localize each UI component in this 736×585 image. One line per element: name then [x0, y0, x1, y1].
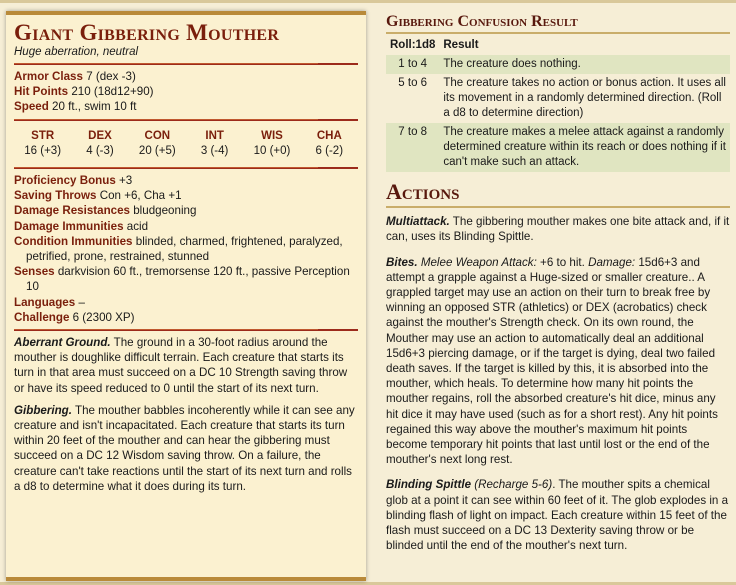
- actions-heading: Actions: [386, 180, 730, 208]
- divider: [14, 63, 358, 65]
- table-header: [386, 38, 730, 55]
- ability-cha: CHA 6 (-2): [315, 129, 344, 157]
- ability-int: INT 3 (-4): [200, 129, 229, 157]
- table-row: 5 to 6 The creature takes no action or bonus action. It uses all its movement in a randomly determined direction. (Roll a d8 to determine direction): [398, 77, 726, 120]
- action-bites: Bites. Melee Weapon Attack: +6 to hit. Damage: 15d6+3 and attempt a grapple against a Huge-sized or smaller creature.. A grappled target may use an action on their turn to break free by winning an opposed STR (athletics) or DEX (acrobatics) check against the mouther's Strength check. On its own round, the Mouther may use an action to automatically deal an additional 15d6+3 piercing damage, or if the target is dying, deal two failed death saves. If the target is killed by this, it is absorbed into the mouther, which heals. To determine how many hit points the mouther regains, roll the absorbed creature's hit dice, minus any hit dice it may have used (such as for a short rest). Any hit points regained this way above the mouther's maximum hit points become temporary hit points that last until lost or the end of the mouther's next long rest.: [386, 255, 718, 467]
- action-multiattack: Multiattack. The gibbering mouther makes one bite attack and, if it can, uses its Blinding Spittle.: [386, 215, 730, 244]
- ability-scores: [14, 125, 358, 163]
- divider: [14, 329, 358, 331]
- saving-throws: Saving Throws Con +6, Cha +1: [14, 189, 182, 203]
- divider: [14, 167, 358, 169]
- monster-type: Huge aberration, neutral: [14, 46, 139, 58]
- senses: Senses darkvision 60 ft., tremorsense 120 ft., passive Perception 10: [14, 265, 350, 294]
- confusion-table: [386, 38, 730, 172]
- trait-gibbering: Gibbering. The mouther babbles incoherently while it can see any creature and isn't incapacitated. Each creature that starts its turn within 20 feet of the mouther and can hear the gibbering must succeed on a DC 12 Wisdom saving throw. On a failure, the creature can't take reactions until the start of its next turn and rolls a d8 to determine what it does during its turn.: [14, 403, 355, 493]
- action-blinding-spittle: Blinding Spittle (Recharge 5-6). The mouther spits a chemical glob at a point it can see within 60 feet of it. The glob explodes in a blinding flash of light on impact. Each creature within 15 feet of the flash must succeed on a DC 13 Dexterity saving throw or be blinded until the end of the mouther's next turn.: [386, 478, 729, 553]
- damage-resistances: Damage Resistances bludgeoning: [14, 204, 197, 218]
- languages: Languages –: [14, 295, 85, 309]
- proficiency-bonus: Proficiency Bonus +3: [14, 174, 133, 188]
- right-column: [386, 13, 730, 563]
- condition-immunities: Condition Immunities blinded, charmed, frightened, paralyzed, petrified, prone, restrained, stunned: [14, 234, 343, 264]
- col-result: Result: [443, 39, 479, 51]
- trait-aberrant-ground: Aberrant Ground. The ground in a 30-foot radius around the mouther is doughlike difficult terrain. Each creature that starts its turn in that area must succeed on a DC 10 Strength saving throw or have its speed reduced to 0 until the start of its next turn.: [14, 336, 348, 395]
- ability-dex: DEX 4 (-3): [86, 129, 114, 157]
- confusion-table-title: Gibbering Confusion Result: [386, 13, 730, 34]
- hit-points: Hit Points 210 (18d12+90): [14, 85, 154, 99]
- armor-class: Armor Class 7 (dex -3): [14, 70, 136, 83]
- stat-block: [6, 11, 366, 581]
- table-row: 7 to 8 The creature makes a melee attack against a randomly determined creature within its reach or does nothing if it can't make such an attack.: [386, 123, 730, 172]
- divider: [14, 119, 358, 121]
- ability-wis: WIS 10 (+0): [253, 129, 291, 157]
- speed: Speed 20 ft., swim 10 ft: [14, 100, 137, 114]
- ability-str: STR 16 (+3): [24, 129, 62, 157]
- col-roll: Roll:1d8: [390, 39, 436, 51]
- monster-name: Giant Gibbering Mouther: [14, 20, 280, 45]
- ability-con: CON 20 (+5): [138, 129, 176, 157]
- table-row: 1 to 4 The creature does nothing.: [386, 55, 730, 74]
- damage-immunities: Damage Immunities acid: [14, 219, 149, 233]
- challenge: Challenge 6 (2300 XP): [14, 310, 135, 324]
